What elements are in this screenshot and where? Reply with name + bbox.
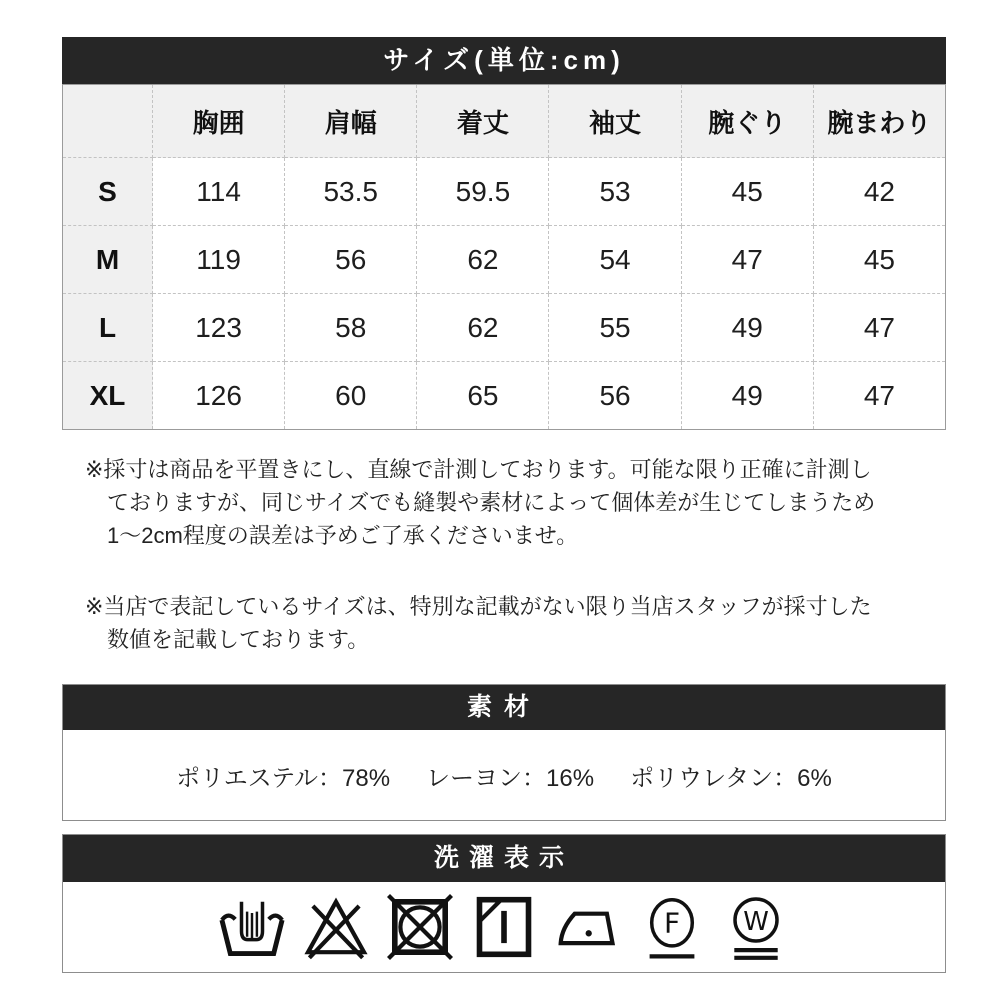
size-cell: 59.5	[417, 158, 549, 226]
table-row-xl	[63, 362, 946, 430]
size-cell: 47	[813, 294, 945, 362]
svg-text:F: F	[663, 906, 681, 940]
size-cell: 60	[285, 362, 417, 430]
size-cell: 49	[681, 294, 813, 362]
col-header-sleeve: 袖丈	[549, 85, 681, 158]
size-table-title-bar: サイズ(単位:cm)	[62, 37, 946, 84]
material-title-bar: 素材	[63, 685, 945, 730]
note-line: ておりますが、同じサイズでも縫製や素材によって個体差が生じてしまうため	[107, 490, 876, 515]
size-cell: 54	[549, 226, 681, 294]
size-cell: 47	[813, 362, 945, 430]
size-table-header-row	[63, 85, 946, 158]
size-label: S	[63, 158, 153, 226]
size-cell: 56	[549, 362, 681, 430]
size-cell: 53.5	[285, 158, 417, 226]
note-line: 1〜2cm程度の誤差は予めご了承くださいませ。	[107, 523, 579, 548]
iron-low-heat-icon	[553, 892, 623, 962]
size-cell: 56	[285, 226, 417, 294]
svg-text:W: W	[743, 906, 769, 937]
material-composition	[63, 730, 945, 820]
size-label: XL	[63, 362, 153, 430]
table-row-s	[63, 158, 946, 226]
size-cell: 114	[153, 158, 285, 226]
table-row-m	[63, 226, 946, 294]
col-header-arm-circumference: 腕まわり	[813, 85, 945, 158]
size-label: L	[63, 294, 153, 362]
line-dry-in-shade-icon	[469, 892, 539, 962]
measurement-note	[85, 453, 946, 552]
size-cell: 58	[285, 294, 417, 362]
dry-clean-petroleum-gentle-icon	[637, 892, 707, 962]
size-cell: 119	[153, 226, 285, 294]
material-item-polyester: ポリエステル：78%	[176, 764, 391, 792]
material-item-rayon: レーヨン：16%	[426, 764, 595, 792]
material-item-polyurethane: ポリウレタン：6%	[630, 764, 832, 792]
size-table	[62, 84, 946, 430]
col-header-length: 着丈	[417, 85, 549, 158]
size-cell: 47	[681, 226, 813, 294]
size-table-corner-cell	[63, 85, 153, 158]
col-header-shoulder: 肩幅	[285, 85, 417, 158]
size-cell: 62	[417, 294, 549, 362]
size-cell: 55	[549, 294, 681, 362]
size-cell: 65	[417, 362, 549, 430]
size-cell: 53	[549, 158, 681, 226]
size-cell: 126	[153, 362, 285, 430]
size-label: M	[63, 226, 153, 294]
wet-clean-very-gentle-icon	[721, 892, 791, 962]
table-row-l	[63, 294, 946, 362]
hand-wash-icon	[217, 892, 287, 962]
note-line: 数値を記載しております。	[107, 627, 370, 652]
note-line: ※当店で表記しているサイズは、特別な記載がない限り当店スタッフが採寸した	[85, 594, 872, 619]
size-cell: 42	[813, 158, 945, 226]
do-not-bleach-icon	[301, 892, 371, 962]
size-cell: 123	[153, 294, 285, 362]
col-header-chest: 胸囲	[153, 85, 285, 158]
notes-section	[62, 453, 946, 656]
col-header-armhole: 腕ぐり	[681, 85, 813, 158]
do-not-tumble-dry-icon	[385, 892, 455, 962]
size-cell: 45	[681, 158, 813, 226]
content-column	[62, 37, 946, 973]
care-section	[62, 834, 946, 973]
size-cell: 45	[813, 226, 945, 294]
care-title-bar: 洗濯表示	[63, 835, 945, 882]
care-symbols-row	[63, 882, 945, 972]
staff-measured-note	[85, 590, 946, 656]
size-cell: 49	[681, 362, 813, 430]
size-cell: 62	[417, 226, 549, 294]
material-section	[62, 684, 946, 821]
note-line: ※採寸は商品を平置きにし、直線で計測しております。可能な限り正確に計測し	[85, 457, 872, 482]
